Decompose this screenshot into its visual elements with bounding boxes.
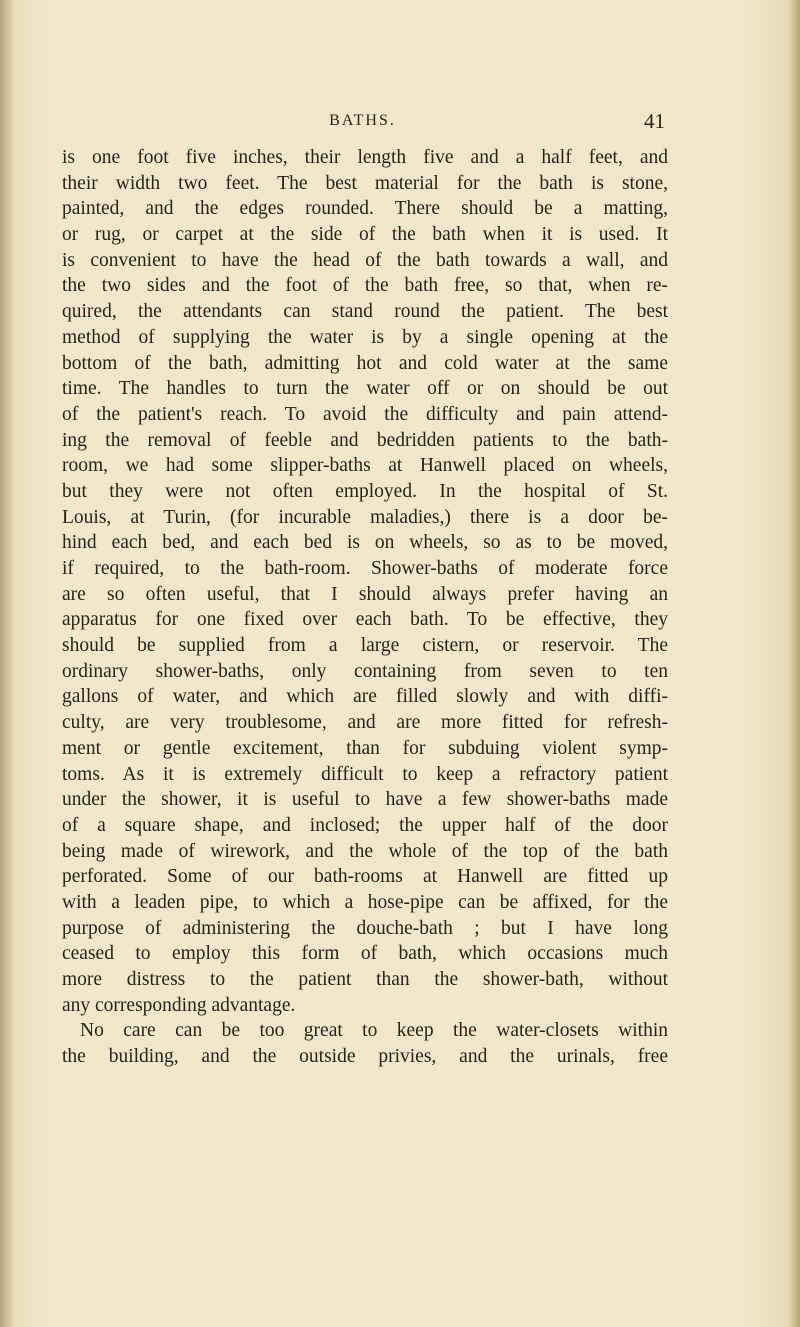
running-head	[60, 109, 665, 140]
text-line: is convenient to have the head of the bath towards a wall, and	[62, 249, 668, 271]
text-line: ment or gentle excitement, than for subduing violent symp-	[62, 737, 668, 759]
text-line: the two sides and the foot of the bath free, so that, when re-	[62, 275, 668, 297]
text-line: method of supplying the water is by a single opening at the	[62, 326, 668, 348]
text-line: should be supplied from a large cistern, or reservoir. The	[62, 635, 668, 657]
text-line: being made of wirework, and the whole of the top of the bath	[62, 840, 668, 862]
text-line: culty, are very troublesome, and are more fitted for refresh-	[62, 712, 668, 734]
text-line: toms. As it is extremely difficult to keep a refractory patient	[62, 763, 668, 785]
text-line: of a square shape, and inclosed; the upper half of the door	[62, 814, 668, 836]
text-line: quired, the attendants can stand round the patient. The best	[62, 301, 668, 323]
text-line: but they were not often employed. In the hospital of St.	[62, 480, 668, 502]
text-line: of the patient's reach. To avoid the difficulty and pain attend-	[62, 403, 668, 425]
paragraph-start-line: No care can be too great to keep the water-closets within	[80, 1020, 668, 1042]
text-line: ing the removal of feeble and bedridden patients to the bath-	[62, 429, 668, 451]
text-line: the building, and the outside privies, and the urinals, free	[62, 1046, 668, 1068]
text-line: or rug, or carpet at the side of the bath when it is used. It	[62, 224, 668, 246]
body-text	[62, 145, 668, 1070]
text-line: more distress to the patient than the shower-bath, without	[62, 969, 668, 990]
text-line: ceased to employ this form of bath, which occasions much	[62, 943, 668, 965]
text-line: with a leaden pipe, to which a hose-pipe can be affixed, for the	[62, 891, 668, 913]
text-line: purpose of administering the douche-bath ; but I have long	[62, 917, 668, 939]
text-line: ordinary shower-baths, only containing from seven to ten	[62, 660, 668, 682]
text-line: their width two feet. The best material for the bath is stone,	[62, 172, 668, 194]
spine-shadow	[0, 0, 14, 1327]
page-edge	[790, 0, 800, 1327]
text-line: painted, and the edges rounded. There should be a matting,	[62, 198, 668, 220]
text-line: hind each bed, and each bed is on wheels, so as to be moved,	[62, 532, 668, 554]
text-line: bottom of the bath, admitting hot and cold water at the same	[62, 352, 668, 374]
text-line: room, we had some slipper-baths at Hanwell placed on wheels,	[62, 455, 668, 477]
text-line: under the shower, it is useful to have a few shower-baths made	[62, 789, 668, 811]
text-line: perforated. Some of our bath-rooms at Hanwell are fitted up	[62, 866, 668, 888]
text-line: if required, to the bath-room. Shower-baths of moderate force	[62, 558, 668, 579]
paragraph-end-line: any corresponding advantage.	[62, 994, 296, 1016]
text-line: time. The handles to turn the water off or on should be out	[62, 378, 668, 400]
running-title: BATHS.	[329, 112, 396, 129]
text-line: gallons of water, and which are filled slowly and with diffi-	[62, 686, 668, 708]
text-line: is one foot five inches, their length five and a half feet, and	[62, 147, 668, 168]
text-line: Louis, at Turin, (for incurable maladies,) there is a door be-	[62, 506, 668, 528]
page-number: 41	[644, 109, 665, 133]
text-line: apparatus for one fixed over each bath. To be effective, they	[62, 609, 668, 631]
text-line: are so often useful, that I should always prefer having an	[62, 583, 668, 605]
